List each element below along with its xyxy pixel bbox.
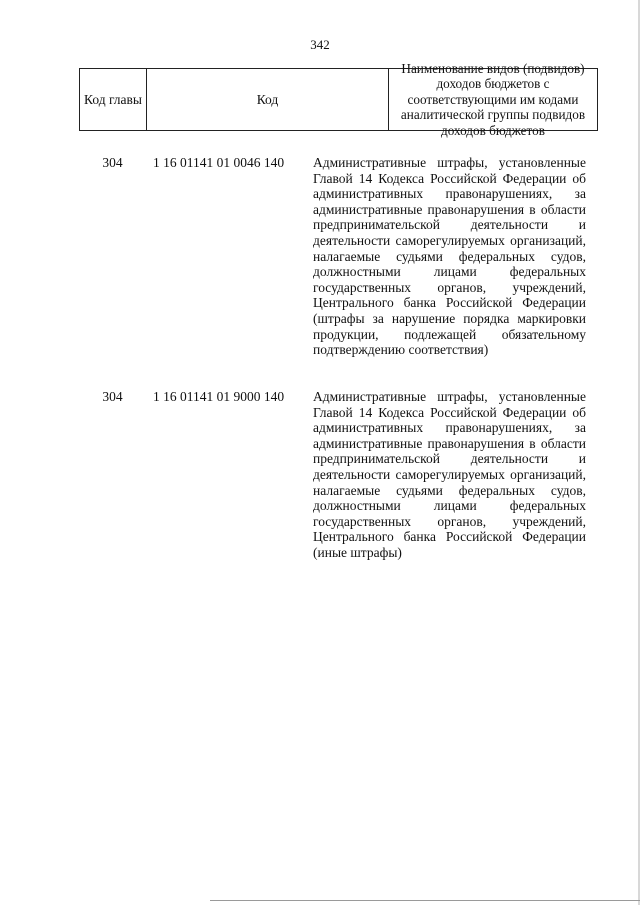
table-header [79,60,598,138]
row-description: Административные штрафы, установленные Главой 14 Кодекса Российской Федерации об административных правонарушениях, за административные правонарушения в области предпринимательской деятельности и деятельности саморегулируемых организаций, налагаемые судьями федеральных судов, должностными лицами федеральных государственных органов, учреждений, Центрального банка Российской Федерации (штрафы за нарушение порядка маркировки продукции, подлежащей обязательному подтверждению соответствия) [313,155,586,358]
row-chapter-code: 304 [102,155,123,170]
page-number: 342 [310,37,330,52]
header-code: Код [147,69,389,130]
scan-bottom-line [210,900,640,901]
row-description: Административные штрафы, установленные Главой 14 Кодекса Российской Федерации об административных правонарушениях, за административные правонарушения в области предпринимательской деятельности и деятельности саморегулируемых организаций, налагаемые судьями федеральных судов, должностными лицами федеральных государственных органов, учреждений, Центрального банка Российской Федерации (иные штрафы) [313,389,586,560]
row-chapter-code: 304 [102,389,123,404]
header-name: Наименование видов (подвидов) доходов бюджетов с соответствующими им кодами аналитической группы подвидов доходов бюджетов [400,60,586,138]
row-code: 1 16 01141 01 9000 140 [153,389,285,404]
row-code: 1 16 01141 01 0046 140 [153,155,285,170]
header-chapter-code: Код главы [80,69,147,130]
